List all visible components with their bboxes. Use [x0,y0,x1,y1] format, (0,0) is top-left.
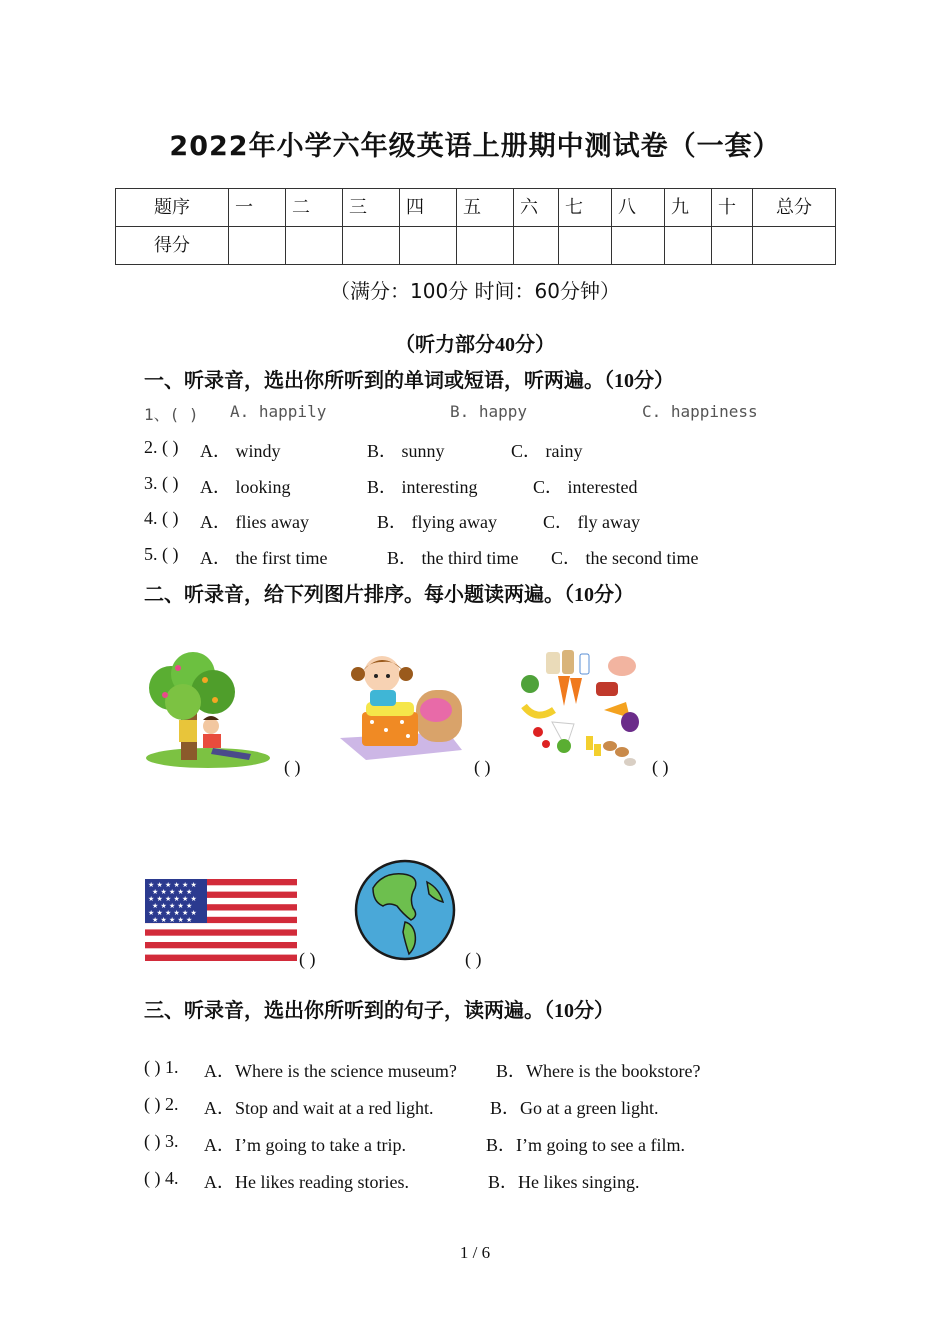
exam-meta: （满分：100分 时间：60分钟） [330,279,620,303]
tree-reading-picture [143,650,278,775]
table-cell: 十 [712,189,753,227]
table-cell: 七 [559,189,612,227]
svg-text:★ ★ ★ ★ ★: ★ ★ ★ ★ ★ [152,916,193,924]
section3-heading: 三、听录音，选出你所听到的句子，读两遍。（10分） [144,1000,614,1022]
table-cell: 九 [665,189,712,227]
section2-heading: 二、听录音，给下列图片排序。每小题读两遍。（10分） [144,584,634,606]
table-cell: 二 [286,189,343,227]
score-input-cell[interactable] [712,227,753,265]
table-cell: 一 [229,189,286,227]
answer-paren[interactable]: ( ) [284,757,301,777]
score-input-cell[interactable] [665,227,712,265]
svg-text:★ ★ ★ ★ ★ ★: ★ ★ ★ ★ ★ ★ [148,909,197,917]
food-group-picture [518,648,646,773]
us-flag-picture [145,879,297,961]
score-table [115,188,836,265]
page-number: 1 / 6 [459,1243,491,1262]
answer-paren[interactable]: ( ) [299,949,316,969]
svg-text:★ ★ ★ ★ ★ ★: ★ ★ ★ ★ ★ ★ [148,895,197,903]
table-cell: 得分 [116,227,229,265]
table-cell: 六 [514,189,559,227]
table-cell: 四 [400,189,457,227]
score-input-cell[interactable] [612,227,665,265]
section1-heading: 一、听录音，选出你所听到的单词或短语，听两遍。（10分） [144,370,674,392]
answer-paren[interactable]: ( ) [652,757,669,777]
table-cell: 题序 [116,189,229,227]
score-table-header-row [116,189,836,227]
table-cell: 五 [457,189,514,227]
girl-bed-picture [336,650,468,775]
listening-part-heading: （听力部分40分） [395,334,555,356]
score-input-cell[interactable] [229,227,286,265]
svg-text:★ ★ ★ ★ ★ ★: ★ ★ ★ ★ ★ ★ [148,881,197,889]
svg-text:★ ★ ★ ★ ★: ★ ★ ★ ★ ★ [152,888,193,896]
earth-globe-picture [353,858,457,962]
score-input-cell[interactable] [559,227,612,265]
score-input-cell[interactable] [286,227,343,265]
score-input-cell[interactable] [753,227,836,265]
score-input-cell[interactable] [343,227,400,265]
svg-text:★ ★ ★ ★ ★: ★ ★ ★ ★ ★ [152,902,193,910]
table-cell: 八 [612,189,665,227]
score-input-cell[interactable] [457,227,514,265]
answer-paren[interactable]: ( ) [474,757,491,777]
answer-paren[interactable]: ( ) [465,949,482,969]
page-title: 2022年小学六年级英语上册期中测试卷（一套） [169,131,781,162]
score-input-cell[interactable] [514,227,559,265]
table-cell: 总分 [753,189,836,227]
table-cell: 三 [343,189,400,227]
score-input-cell[interactable] [400,227,457,265]
score-table-score-row [116,227,836,265]
